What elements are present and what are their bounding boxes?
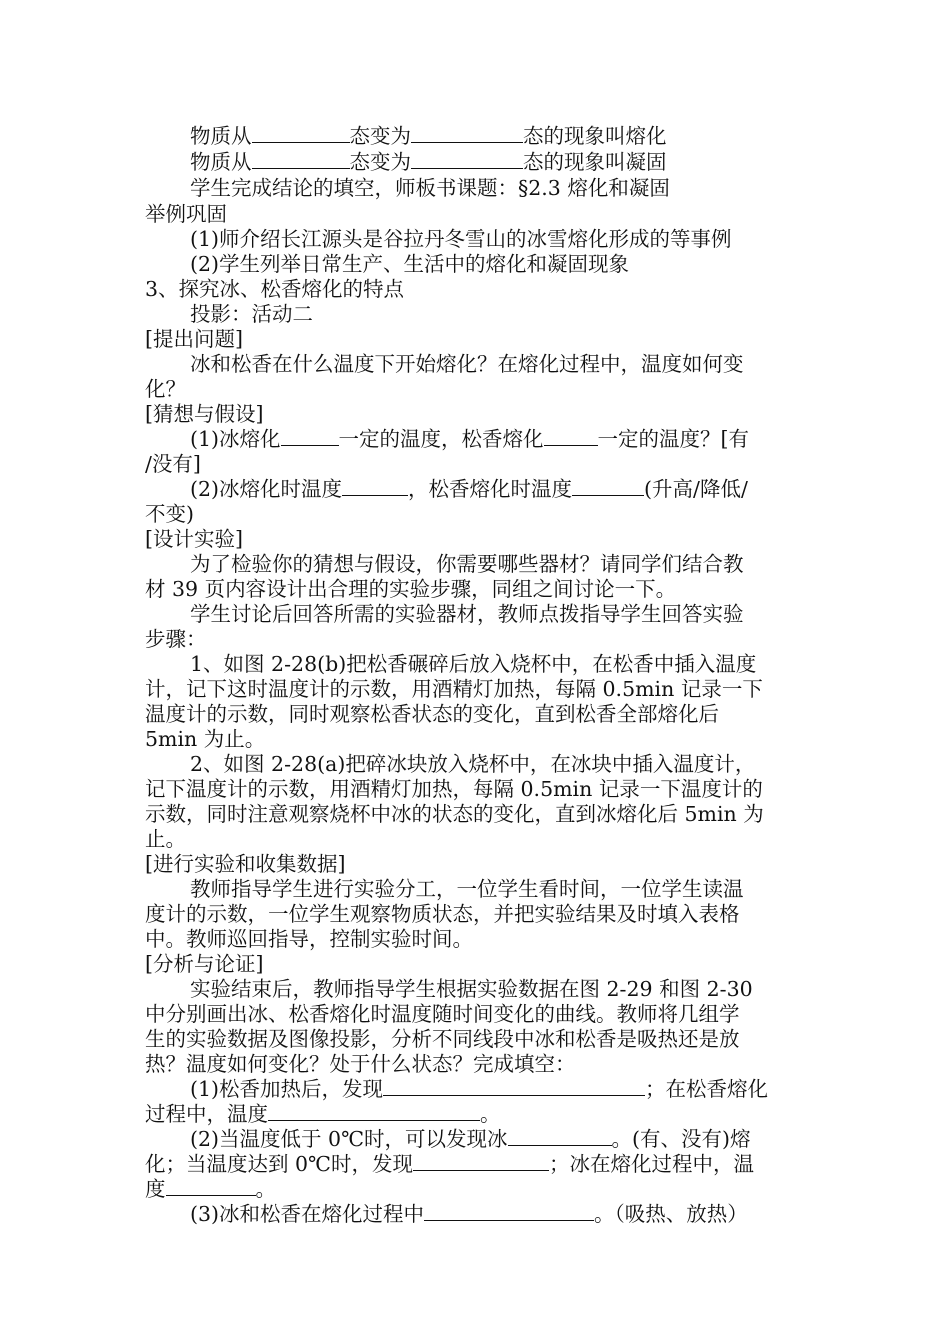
text-line: (2)当温度低于 0℃时，可以发现冰 。(有、没有)熔 — [190, 1127, 751, 1151]
text-line: 止。 — [145, 827, 186, 851]
text-line: 物质从 态变为 态的现象叫凝固 — [190, 150, 667, 174]
text-line: 冰和松香在什么温度下开始熔化？在熔化过程中，温度如何变 — [190, 352, 744, 376]
fill-blank[interactable] — [411, 149, 523, 169]
text-line: 记下温度计的示数，用酒精灯加热，每隔 0.5min 记录一下温度计的 — [145, 777, 763, 801]
text-line: 度 。 — [145, 1177, 276, 1201]
text-line: /没有] — [145, 452, 201, 476]
text-line: (2)冰熔化时温度 ，松香熔化时温度 (升高/降低/ — [190, 477, 748, 501]
text-line: 热？温度如何变化？处于什么状态？完成填空： — [145, 1052, 576, 1076]
text-line: 中分别画出冰、松香熔化时温度随时间变化的曲线。教师将几组学 — [145, 1002, 740, 1026]
fill-blank[interactable] — [544, 426, 598, 446]
section-heading: 3、探究冰、松香熔化的特点 — [145, 277, 405, 301]
text-line: 2、如图 2-28(a)把碎冰块放入烧杯中，在冰块中插入温度计， — [190, 752, 756, 776]
fill-blank[interactable] — [424, 1201, 594, 1221]
text-line: 中。教师巡回指导，控制实验时间。 — [145, 927, 473, 951]
text-line: 计，记下这时温度计的示数，用酒精灯加热，每隔 0.5min 记录一下 — [145, 677, 763, 701]
text-line: 材 39 页内容设计出合理的实验步骤，同组之间讨论一下。 — [145, 577, 677, 601]
text-line: 示数，同时注意观察烧杯中冰的状态的变化，直到冰熔化后 5min 为 — [145, 802, 764, 826]
text-line: 投影：活动二 — [190, 302, 313, 326]
text-line: 化？ — [145, 377, 186, 401]
section-heading: [猜想与假设] — [145, 402, 264, 426]
section-heading: [提出问题] — [145, 327, 243, 351]
fill-blank[interactable] — [166, 1176, 256, 1196]
section-heading: [进行实验和收集数据] — [145, 852, 346, 876]
text-line: (1)松香加热后，发现 ；在松香熔化 — [190, 1077, 769, 1101]
fill-blank[interactable] — [411, 123, 523, 143]
text-line: 度计的示数，一位学生观察物质状态，并把实验结果及时填入表格 — [145, 902, 740, 926]
fill-blank[interactable] — [342, 476, 408, 496]
text-line: (3)冰和松香在熔化过程中 。（吸热、放热） — [190, 1202, 748, 1226]
section-heading: [设计实验] — [145, 527, 243, 551]
text-line: 不变) — [145, 502, 194, 526]
text-line: (1)冰熔化 一定的温度，松香熔化 一定的温度？[有 — [190, 427, 750, 451]
fill-blank[interactable] — [383, 1076, 645, 1096]
fill-blank[interactable] — [281, 426, 339, 446]
text-line: 过程中，温度 。 — [145, 1102, 501, 1126]
text-line: 生的实验数据及图像投影，分析不同线段中冰和松香是吸热还是放 — [145, 1027, 740, 1051]
text-line: (1)师介绍长江源头是谷拉丹冬雪山的冰雪熔化形成的等事例 — [190, 227, 732, 251]
fill-blank[interactable] — [252, 123, 350, 143]
text-line: 教师指导学生进行实验分工，一位学生看时间，一位学生读温 — [190, 877, 744, 901]
fill-blank[interactable] — [508, 1126, 612, 1146]
text-line: 化；当温度达到 0℃时，发现 ；冰在熔化过程中，温 — [145, 1152, 754, 1176]
text-line: 实验结束后，教师指导学生根据实验数据在图 2-29 和图 2-30 — [190, 977, 753, 1001]
fill-blank[interactable] — [572, 476, 644, 496]
fill-blank[interactable] — [252, 149, 350, 169]
text-line: 物质从 态变为 态的现象叫熔化 — [190, 124, 667, 148]
text-line: 1、如图 2-28(b)把松香碾碎后放入烧杯中，在松香中插入温度 — [190, 652, 757, 676]
section-heading: 举例巩固 — [145, 202, 227, 226]
section-heading: [分析与论证] — [145, 952, 264, 976]
text-line: 步骤： — [145, 627, 207, 651]
text-line: 为了检验你的猜想与假设，你需要哪些器材？请同学们结合教 — [190, 552, 744, 576]
text-line: 5min 为止。 — [145, 727, 266, 751]
text-line: 温度计的示数，同时观察松香状态的变化，直到松香全部熔化后 — [145, 702, 719, 726]
fill-blank[interactable] — [268, 1101, 480, 1121]
text-line: 学生讨论后回答所需的实验器材，教师点拨指导学生回答实验 — [190, 602, 744, 626]
text-line: 学生完成结论的填空，师板书课题：§2.3 熔化和凝固 — [190, 176, 670, 200]
fill-blank[interactable] — [413, 1151, 549, 1171]
text-line: (2)学生列举日常生产、生活中的熔化和凝固现象 — [190, 252, 630, 276]
